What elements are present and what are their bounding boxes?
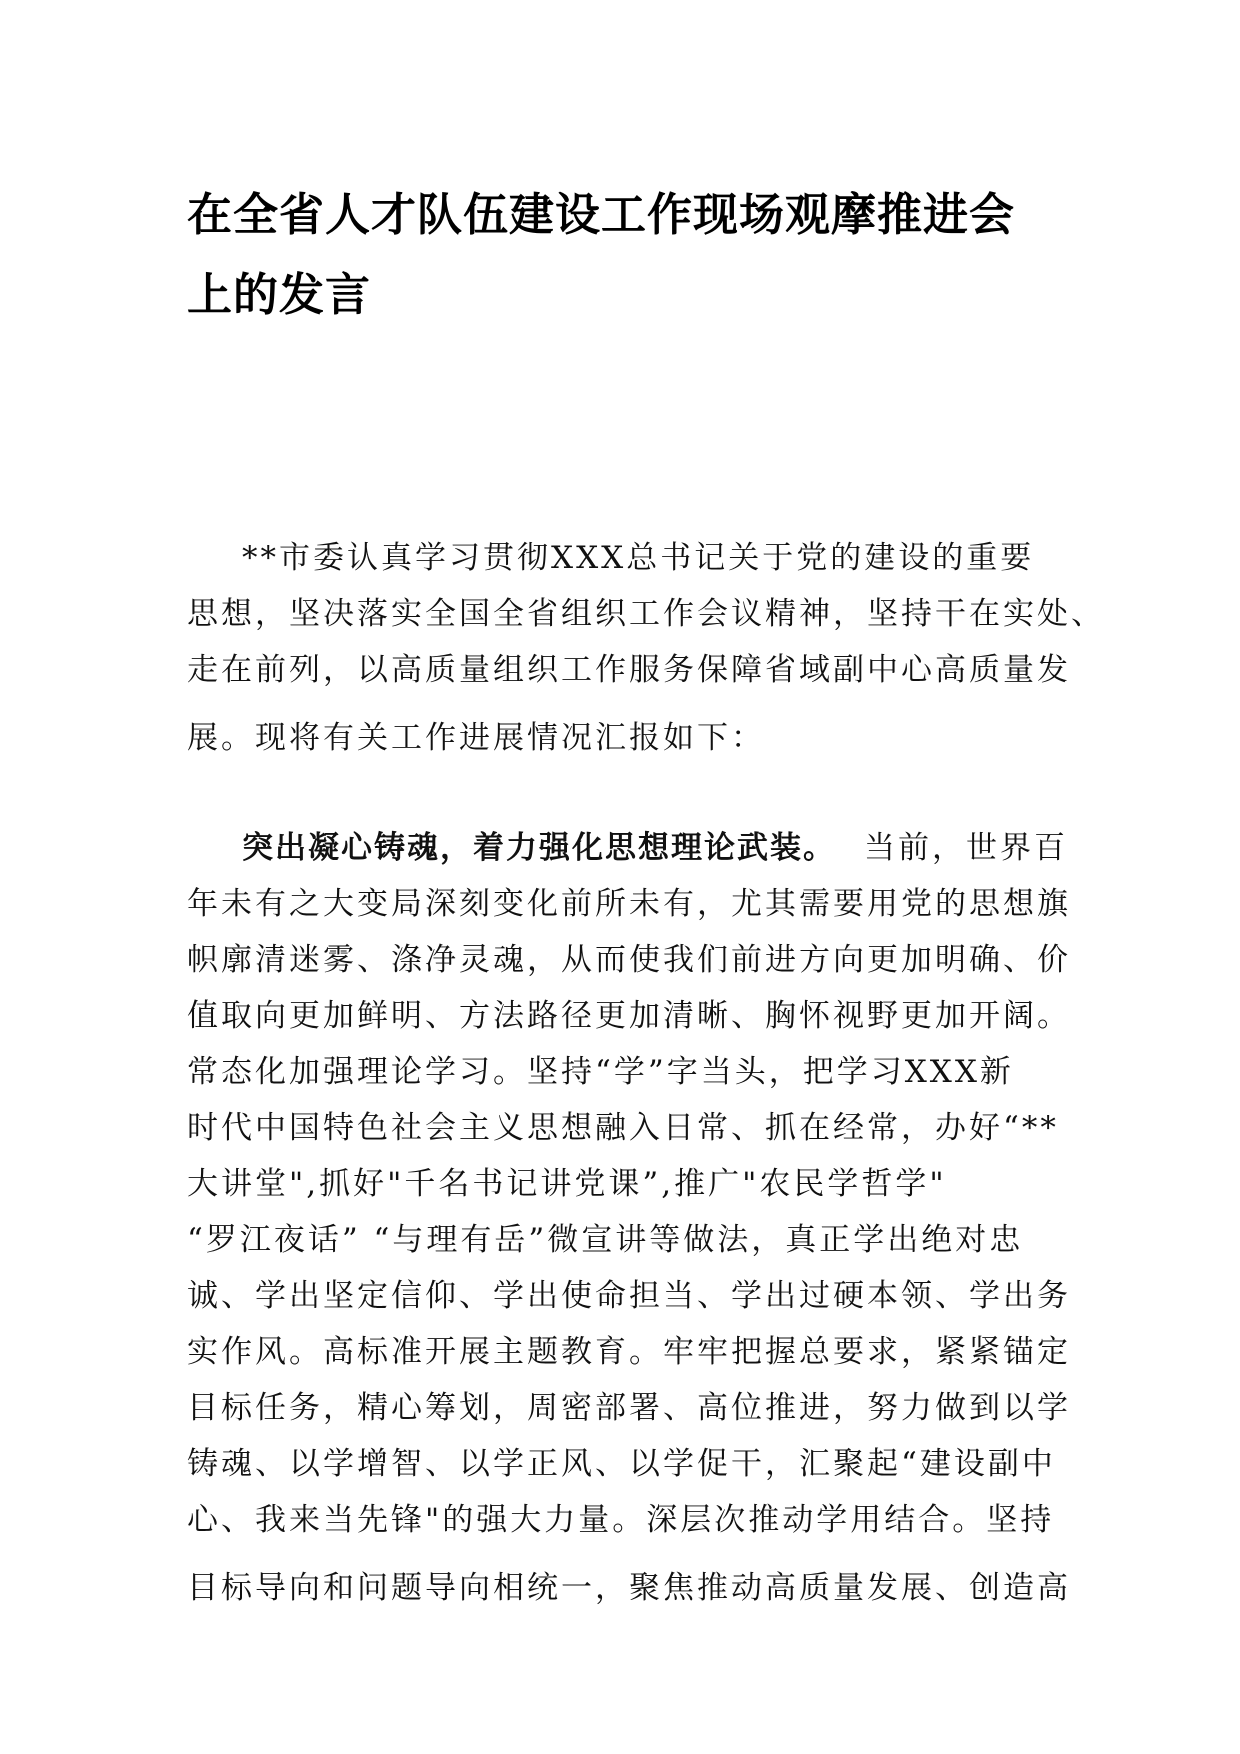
paragraph-line: 诚、学出坚定信仰、学出使命担当、学出过硬本领、学出务	[187, 1278, 1071, 1314]
paragraph-line: **市委认真学习贯彻XXX总书记关于党的建设的重要	[242, 540, 1035, 576]
document-title	[187, 175, 1067, 335]
title-line-2: 上的发言	[187, 268, 372, 321]
paragraph-line: 时代中国特色社会主义思想融入日常、抓在经常，办好“**	[187, 1110, 1059, 1146]
paragraph-line: 展。现将有关工作进展情况汇报如下：	[187, 720, 765, 756]
paragraph-line: 思想，坚决落实全国全省组织工作会议精神，坚持干在实处、	[187, 596, 1105, 632]
paragraph-first-line	[187, 820, 1067, 876]
section-heading: 突出凝心铸魂，着力强化思想理论武装。	[242, 830, 836, 866]
paragraph-line: 实作风。高标准开展主题教育。牢牢把握总要求，紧紧锚定	[187, 1334, 1071, 1370]
title-line-1: 在全省人才队伍建设工作现场观摩推进会	[187, 188, 1016, 241]
paragraph-intro	[187, 530, 1105, 766]
paragraph-line: “罗江夜话” “与理有岳”微宣讲等做法，真正学出绝对忠	[187, 1222, 1024, 1258]
paragraph-line: 走在前列，以高质量组织工作服务保障省域副中心高质量发	[187, 652, 1071, 688]
section-text-start: 当前，世界百	[864, 830, 1068, 866]
paragraph-line: 年未有之大变局深刻变化前所未有，尤其需要用党的思想旗	[187, 886, 1071, 922]
paragraph-section-1	[187, 820, 1071, 1616]
paragraph-line: 值取向更加鲜明、方法路径更加清晰、胸怀视野更加开阔。	[187, 998, 1071, 1034]
paragraph-line: 心、我来当先锋"的强大力量。深层次推动学用结合。坚持	[187, 1502, 1055, 1538]
paragraph-line: 帜廓清迷雾、涤净灵魂，从而使我们前进方向更加明确、价	[187, 942, 1071, 978]
paragraph-line: 目标任务，精心筹划，周密部署、高位推进，努力做到以学	[187, 1390, 1071, 1426]
paragraph-line: 常态化加强理论学习。坚持“学”字当头，把学习XXX新	[187, 1054, 1014, 1090]
paragraph-line: 铸魂、以学增智、以学正风、以学促干，汇聚起“建设副中	[187, 1446, 1056, 1482]
paragraph-line: 大讲堂",抓好"千名书记讲党课”,推广"农民学哲学"	[187, 1166, 947, 1202]
paragraph-line: 目标导向和问题导向相统一，聚焦推动高质量发展、创造高	[187, 1570, 1071, 1606]
